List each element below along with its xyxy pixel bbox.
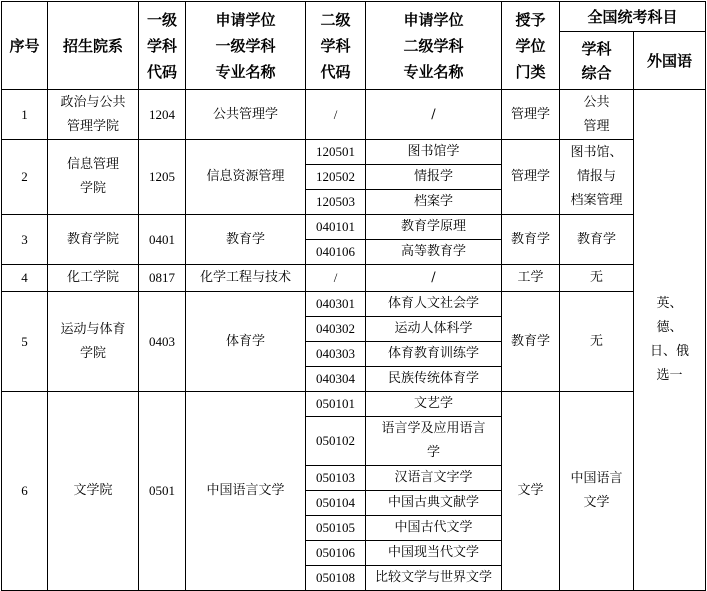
exam-comprehensive-cell: 教育学: [560, 215, 634, 265]
l2-name-cell: 民族传统体育学: [366, 367, 502, 392]
l2-name-cell: 比较文学与世界文学: [366, 566, 502, 591]
l1-name-cell: 化学工程与技术: [186, 265, 306, 292]
exam-comprehensive-cell: 无: [560, 265, 634, 292]
l2-code-cell: 050106: [306, 541, 366, 566]
college-cell: 政治与公共 管理学院: [48, 90, 139, 140]
table-header: [2, 2, 706, 90]
l1-code-cell: 0401: [139, 215, 186, 265]
l1-name-cell: 公共管理学: [186, 90, 306, 140]
header-l2-name: 申请学位 二级学科 专业名称: [366, 2, 502, 90]
l2-code-cell: /: [306, 265, 366, 292]
l1-name-cell: 体育学: [186, 292, 306, 392]
l1-name-cell: 信息资源管理: [186, 140, 306, 215]
seq-cell: 5: [2, 292, 48, 392]
admissions-table-container: [1, 1, 706, 591]
l2-name-cell: 语言学及应用语言 学: [366, 417, 502, 466]
college-cell: 信息管理 学院: [48, 140, 139, 215]
l2-name-cell: /: [366, 90, 502, 140]
table-row: [2, 292, 706, 317]
l2-name-cell: 体育人文社会学: [366, 292, 502, 317]
header-exam-group: 全国统考科目: [560, 2, 706, 32]
l1-code-cell: 1204: [139, 90, 186, 140]
degree-category-cell: 管理学: [502, 140, 560, 215]
l2-code-cell: /: [306, 90, 366, 140]
header-l1-name: 申请学位 一级学科 专业名称: [186, 2, 306, 90]
l2-name-cell: 文艺学: [366, 392, 502, 417]
l2-name-cell: 情报学: [366, 165, 502, 190]
l2-name-cell: 汉语言文字学: [366, 466, 502, 491]
header-seq: 序号: [2, 2, 48, 90]
l2-code-cell: 040101: [306, 215, 366, 240]
l2-code-cell: 050105: [306, 516, 366, 541]
l2-name-cell: 中国古典文献学: [366, 491, 502, 516]
l1-code-cell: 0501: [139, 392, 186, 591]
l2-name-cell: 体育教育训练学: [366, 342, 502, 367]
l2-name-cell: 中国古代文学: [366, 516, 502, 541]
l2-name-cell: 图书馆学: [366, 140, 502, 165]
l2-name-cell: 运动人体科学: [366, 317, 502, 342]
degree-category-cell: 文学: [502, 392, 560, 591]
table-body: [2, 90, 706, 591]
degree-category-cell: 管理学: [502, 90, 560, 140]
degree-category-cell: 工学: [502, 265, 560, 292]
header-exam-comprehensive: 学科 综合: [560, 32, 634, 90]
seq-cell: 4: [2, 265, 48, 292]
l2-code-cell: 040302: [306, 317, 366, 342]
table-row: [2, 265, 706, 292]
college-cell: 文学院: [48, 392, 139, 591]
l2-code-cell: 040301: [306, 292, 366, 317]
table-row: [2, 392, 706, 417]
seq-cell: 6: [2, 392, 48, 591]
degree-category-cell: 教育学: [502, 215, 560, 265]
l2-code-cell: 050101: [306, 392, 366, 417]
l1-code-cell: 0817: [139, 265, 186, 292]
l2-name-cell: 档案学: [366, 190, 502, 215]
seq-cell: 3: [2, 215, 48, 265]
seq-cell: 1: [2, 90, 48, 140]
degree-category-cell: 教育学: [502, 292, 560, 392]
l2-name-cell: /: [366, 265, 502, 292]
college-cell: 化工学院: [48, 265, 139, 292]
l2-name-cell: 高等教育学: [366, 240, 502, 265]
l2-code-cell: 120502: [306, 165, 366, 190]
foreign-language-cell: 英、 德、 日、俄 选一: [634, 90, 706, 591]
l1-code-cell: 1205: [139, 140, 186, 215]
header-l2-code: 二级 学科 代码: [306, 2, 366, 90]
exam-comprehensive-cell: 无: [560, 292, 634, 392]
exam-comprehensive-cell: 中国语言 文学: [560, 392, 634, 591]
header-exam-foreign-language: 外国语: [634, 32, 706, 90]
college-cell: 运动与体育 学院: [48, 292, 139, 392]
admissions-table: [1, 1, 706, 591]
l2-code-cell: 040304: [306, 367, 366, 392]
l1-name-cell: 中国语言文学: [186, 392, 306, 591]
table-row: [2, 140, 706, 165]
l2-code-cell: 120503: [306, 190, 366, 215]
l2-code-cell: 050108: [306, 566, 366, 591]
l2-name-cell: 中国现当代文学: [366, 541, 502, 566]
l2-code-cell: 050104: [306, 491, 366, 516]
seq-cell: 2: [2, 140, 48, 215]
header-l1-code: 一级 学科 代码: [139, 2, 186, 90]
l2-code-cell: 120501: [306, 140, 366, 165]
table-row: [2, 215, 706, 240]
header-degree-category: 授予 学位 门类: [502, 2, 560, 90]
l1-code-cell: 0403: [139, 292, 186, 392]
l2-name-cell: 教育学原理: [366, 215, 502, 240]
l2-code-cell: 040106: [306, 240, 366, 265]
header-college: 招生院系: [48, 2, 139, 90]
exam-comprehensive-cell: 公共 管理: [560, 90, 634, 140]
table-row: [2, 90, 706, 140]
exam-comprehensive-cell: 图书馆、 情报与 档案管理: [560, 140, 634, 215]
l2-code-cell: 050103: [306, 466, 366, 491]
l2-code-cell: 040303: [306, 342, 366, 367]
l2-code-cell: 050102: [306, 417, 366, 466]
l1-name-cell: 教育学: [186, 215, 306, 265]
college-cell: 教育学院: [48, 215, 139, 265]
